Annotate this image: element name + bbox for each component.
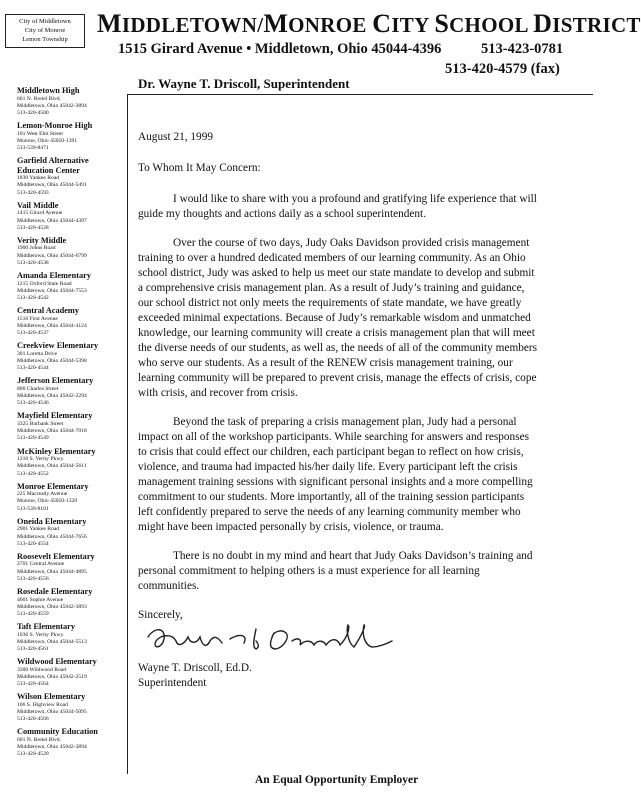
sidebar-rule xyxy=(127,94,128,774)
district-text: ONROE xyxy=(288,13,373,37)
school-name: Verity Middle xyxy=(17,235,67,245)
school-detail: Middletown, Ohio 45042-3893 xyxy=(17,603,87,610)
signer-name: Wayne T. Driscoll, Ed.D. xyxy=(138,662,252,674)
district-initial: C xyxy=(372,9,392,38)
letter-paragraph: Over the course of two days, Judy Oaks Davidson provided crisis management training to over a hundred dedicated members of our learning community. As an Ohio school district, Judy was asked to help us meet our state mandate to develop and submit a comprehensive crisis management plan. As a result of Judy’s training and guidance, our school district not only meets the requirements of state mandate, we have greatly exceeded minimal expectations. Because of Judy’s remarkable wisdom and unmatched knowledge, our learning community will create a crisis management plan that will meet the diverse needs of our students, as well as, the needs of all of the community members who serve our students. As a result of the RENEW crisis management training, our learning community will be prepared to prevent crisis, manage the effects of crisis, cope with crisis, and recover from crisis. xyxy=(138,237,538,399)
district-text: ITY xyxy=(391,13,435,37)
school-detail: 513-420-4538 xyxy=(17,259,49,266)
school-detail: Middletown, Ohio 45044-5095 xyxy=(17,709,87,716)
letter-body xyxy=(138,130,538,691)
school-name: Lemon-Monroe High xyxy=(17,121,93,131)
school-name: Wildwood Elementary xyxy=(17,657,97,667)
school-detail: 4601 Sophie Avenue xyxy=(17,596,64,603)
school-name: Roosevelt Elementary xyxy=(17,551,95,561)
school-detail: 513-420-4546 xyxy=(17,400,49,407)
school-detail: 225 Macready Avenue xyxy=(17,491,68,498)
school-detail: Middletown, Ohio 45044-4895 xyxy=(17,568,87,575)
school-name: Jefferson Elementary xyxy=(17,376,94,386)
school-detail: 513-420-4549 xyxy=(17,435,49,442)
school-detail: 601 N. Breiel Blvd. xyxy=(17,95,61,102)
district-text: IDDLETOWN/ xyxy=(121,13,264,37)
school-list xyxy=(17,86,125,763)
school-detail: 1830 Yankee Road xyxy=(17,175,60,182)
school-detail: Middletown, Ohio 45044-4397 xyxy=(17,217,87,224)
school-detail: Monroe, Ohio 45050-1391 xyxy=(17,137,78,144)
school-detail: Middletown, Ohio 45044-5611 xyxy=(17,463,87,470)
letter-paragraph: I would like to share with you a profound and gratifying life experience that will guide my thoughts and actions daily as a school superintendent. xyxy=(138,193,537,220)
district-initial: M xyxy=(263,9,289,38)
district-fax: 513-420-4579 (fax) xyxy=(445,61,560,77)
school-name: Monroe Elementary xyxy=(17,481,89,491)
school-detail: 101 West Elm Street xyxy=(17,130,63,137)
school-detail: 513-420-4564 xyxy=(17,681,49,688)
school-entry xyxy=(17,306,125,337)
letter-closing: Sincerely, xyxy=(138,609,183,621)
school-entry xyxy=(17,727,125,758)
school-detail: Middletown, Ohio 45042-2294 xyxy=(17,393,87,400)
header-rule xyxy=(127,94,593,95)
school-entry xyxy=(17,236,125,267)
school-entry xyxy=(17,657,125,688)
school-entry xyxy=(17,482,125,513)
school-detail: 513-420-4559 xyxy=(17,610,49,617)
school-entry xyxy=(17,692,125,723)
signature xyxy=(138,623,538,661)
school-detail: 1036 S. Verity Pkwy. xyxy=(17,631,65,638)
district-text: ISTRICT xyxy=(552,13,641,37)
school-detail: 2901 Yankee Road xyxy=(17,526,60,533)
district-address: 1515 Girard Avenue • Middletown, Ohio 45044-4396 xyxy=(118,41,442,57)
signer-title: Superintendent xyxy=(138,677,207,689)
school-entry xyxy=(17,201,125,232)
school-detail: Monroe, Ohio 45050-1320 xyxy=(17,498,78,505)
school-detail: 513-420-4537 xyxy=(17,330,49,337)
school-detail: 513-420-4561 xyxy=(17,646,49,653)
school-detail: Middletown, Ohio 45042-2519 xyxy=(17,673,87,680)
school-detail: Middletown, Ohio 45044-5513 xyxy=(17,638,87,645)
school-detail: Middletown, Ohio 45042-3894 xyxy=(17,102,87,109)
logo-line: City of Monroe xyxy=(24,27,66,34)
school-detail: Middletown, Ohio 45044-5398 xyxy=(17,357,87,364)
school-entry xyxy=(17,622,125,653)
school-name: Community Education xyxy=(17,727,98,737)
school-entry xyxy=(17,341,125,372)
school-detail: 513-420-4542 xyxy=(17,294,49,301)
school-detail: 513-420-4544 xyxy=(17,365,49,372)
school-name: Amanda Elementary xyxy=(17,271,91,281)
school-name: Vail Middle xyxy=(17,200,59,210)
school-detail: 513-420-4500 xyxy=(17,109,49,116)
school-name: Rosedale Elementary xyxy=(17,587,93,597)
letter-paragraph: There is no doubt in my mind and heart that Judy Oaks Davidson’s training and personal commitment to helping others is a must experience for all learning communities. xyxy=(138,550,533,592)
letter-paragraph: Beyond the task of preparing a crisis management plan, Judy had a personal impact on all of the workshop participants. While searching for answers and responses to crisis that could effect our children, each participant began to reflect on how crisis, violence, and trauma had impacted his/her daily life. Every participant left the crisis management training sessions with significant personal insights and a more compelling commitment to our students. More importantly, all of the training session participants left confidently prepared to serve the needs of any learning community member who might have been impacted personally by crisis, violence, or trauma. xyxy=(138,416,533,533)
school-name: Garfield Alternative Education Center xyxy=(17,156,89,175)
school-entry xyxy=(17,376,125,407)
school-name: Creekview Elementary xyxy=(17,341,99,351)
district-initial: D xyxy=(533,9,553,38)
school-name: Taft Elementary xyxy=(17,622,75,632)
school-detail: 1210 S. Verity Pkwy. xyxy=(17,456,65,463)
school-detail: 513-539-8471 xyxy=(17,145,49,152)
school-name: Oneida Elementary xyxy=(17,516,87,526)
school-detail: Middletown, Ohio 45044-4124 xyxy=(17,322,87,329)
handwritten-signature-image xyxy=(144,619,394,659)
school-entry xyxy=(17,517,125,548)
district-phone: 513-423-0781 xyxy=(481,41,564,57)
school-detail: Middletown, Ohio 45044-6799 xyxy=(17,252,87,259)
school-detail: 513-420-4520 xyxy=(17,751,49,758)
school-detail: 513-420-4566 xyxy=(17,716,49,723)
school-name: Middletown High xyxy=(17,86,80,95)
school-detail: 106 S. Highview Road xyxy=(17,701,68,708)
school-detail: 513-539-8101 xyxy=(17,505,49,512)
school-entry xyxy=(17,411,125,442)
school-detail: Middletown, Ohio 45044-7553 xyxy=(17,287,87,294)
school-detail: 513-420-4556 xyxy=(17,575,49,582)
school-name: McKinley Elementary xyxy=(17,446,96,456)
school-detail: 513-420-4528 xyxy=(17,224,49,231)
district-text: CHOOL xyxy=(449,13,534,37)
school-detail: 1215 Oxford State Road xyxy=(17,280,72,287)
school-detail: Middletown, Ohio 45044-7018 xyxy=(17,428,87,435)
school-entry xyxy=(17,121,125,152)
district-initial: M xyxy=(97,9,122,38)
school-detail: 1900 Johns Road xyxy=(17,245,56,252)
school-detail: 601 N. Breiel Blvd. xyxy=(17,736,61,743)
school-entry xyxy=(17,86,125,117)
school-detail: Middletown, Ohio 45042-3894 xyxy=(17,744,87,751)
school-detail: 513-420-4554 xyxy=(17,540,49,547)
school-name: Central Academy xyxy=(17,306,79,316)
school-detail: 513-420-4593 xyxy=(17,189,49,196)
school-name: Mayfield Elementary xyxy=(17,411,93,421)
school-detail: 301 Loretta Drive xyxy=(17,350,58,357)
logo-line: City of Middletown xyxy=(19,18,71,25)
school-name: Wilson Elementary xyxy=(17,692,86,702)
district-initial: S xyxy=(434,9,450,38)
school-entry xyxy=(17,271,125,302)
school-detail: 1516 First Avenue xyxy=(17,315,58,322)
letter-date: August 21, 1999 xyxy=(138,131,214,143)
logo-line: Lemon Township xyxy=(22,36,68,43)
school-entry xyxy=(17,552,125,583)
school-detail: 513-420-4552 xyxy=(17,470,49,477)
footer-eoe: An Equal Opportunity Employer xyxy=(255,774,419,786)
district-name xyxy=(97,9,641,39)
school-detail: 800 Charles Street xyxy=(17,385,59,392)
school-detail: 3300 Wildwood Road xyxy=(17,666,67,673)
school-detail: Middletown, Ohio 45044-7656 xyxy=(17,533,87,540)
district-logo xyxy=(5,14,85,48)
school-detail: Middletown, Ohio 45044-5491 xyxy=(17,182,87,189)
school-entry xyxy=(17,587,125,618)
superintendent-line: Dr. Wayne T. Driscoll, Superintendent xyxy=(138,76,350,91)
school-detail: 2701 Central Avenue xyxy=(17,561,65,568)
school-entry xyxy=(17,447,125,478)
school-detail: 1415 Girard Avenue xyxy=(17,210,63,217)
school-entry xyxy=(17,156,125,197)
letter-salutation: To Whom It May Concern: xyxy=(138,162,261,174)
school-detail: 3325 Burbank Street xyxy=(17,420,64,427)
